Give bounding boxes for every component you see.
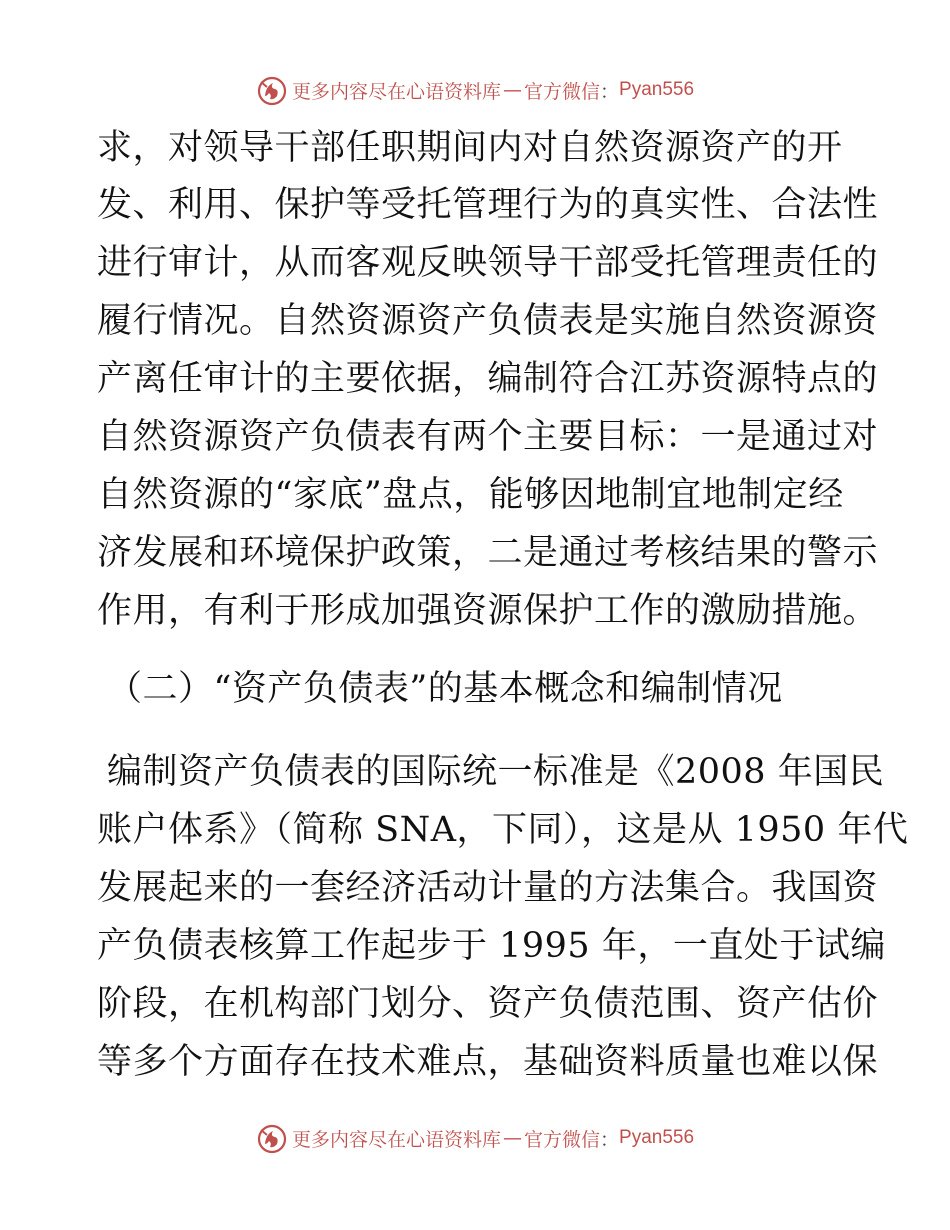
text-line: 求，对领导干部任职期间内对自然资源资产的开 <box>97 128 843 168</box>
text-line: 产负债表核算工作起步于 1995 年，一直处于试编 <box>97 926 886 966</box>
text-line: 产离任审计的主要依据，编制符合江苏资源特点的 <box>97 359 879 399</box>
text-line: 账户体系》（简称 SNA，下同），这是从 1950 年代 <box>97 810 909 850</box>
text-line: 自然资源资产负债表有两个主要目标：一是通过对 <box>97 417 879 457</box>
watermark-dash: — <box>502 79 522 101</box>
watermark-separator: ： <box>600 1128 620 1151</box>
watermark-label: 官方微信 <box>523 1128 600 1151</box>
watermark-handle: Pyan556 <box>619 79 695 100</box>
header-watermark <box>0 70 950 110</box>
watermark-dash: — <box>502 1127 522 1149</box>
flame-logo-icon <box>256 74 288 106</box>
section-heading: （二）“资产负债表”的基本概念和编制情况 <box>107 669 783 709</box>
text-line: 济发展和环境保护政策，二是通过考核结果的警示 <box>97 533 879 573</box>
text-line: 履行情况。自然资源资产负债表是实施自然资源资 <box>97 301 879 341</box>
text-line: 发、利用、保护等受托管理行为的真实性、合法性 <box>97 185 879 225</box>
watermark-handle: Pyan556 <box>619 1127 695 1148</box>
text-line: 作用，有利于形成加强资源保护工作的激励措施。 <box>97 591 879 631</box>
text-line: 发展起来的一套经济活动计量的方法集合。我国资 <box>97 868 879 908</box>
text-line: 等多个方面存在技术难点，基础资料质量也难以保 <box>97 1042 879 1082</box>
flame-logo-icon <box>256 1122 288 1154</box>
text-line: 进行审计，从而客观反映领导干部受托管理责任的 <box>97 243 879 283</box>
watermark-text: 更多内容尽在心语资料库 <box>291 1128 501 1151</box>
watermark-separator: ： <box>600 80 620 103</box>
text-line: 自然资源的“家底”盘点，能够因地制宜地制定经 <box>97 475 844 515</box>
watermark-text: 更多内容尽在心语资料库 <box>291 80 501 103</box>
watermark-label: 官方微信 <box>523 80 600 103</box>
text-line: 编制资产负债表的国际统一标准是《2008 年国民 <box>107 752 885 792</box>
text-line: 阶段，在机构部门划分、资产负债范围、资产估价 <box>97 984 879 1024</box>
footer-watermark <box>0 1118 950 1158</box>
